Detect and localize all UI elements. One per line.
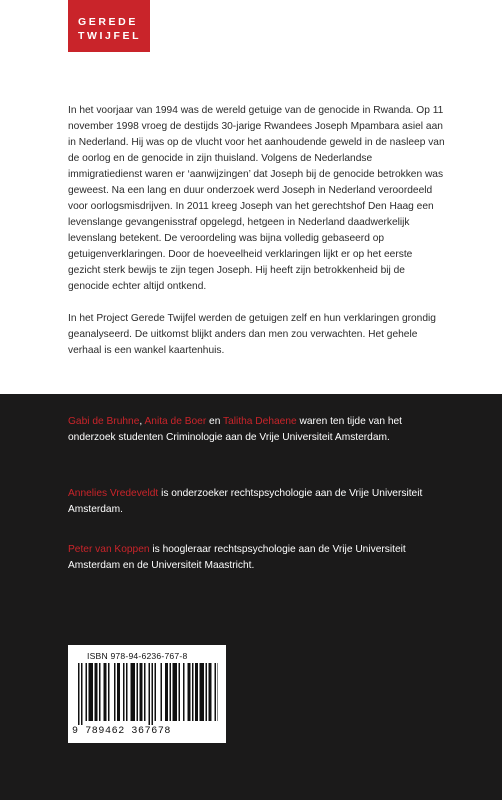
author-bio-students: [68, 414, 448, 446]
author-name: Anita de Boer: [144, 416, 207, 427]
barcode-image: [76, 663, 218, 725]
author-name: Annelies Vredeveldt: [68, 488, 159, 499]
cover-top-section: [0, 0, 502, 394]
series-logo: [68, 0, 150, 52]
author-name: Talitha Dehaene: [223, 416, 297, 427]
author-bio-vredeveldt: [68, 486, 448, 518]
name-separator: en: [206, 416, 224, 427]
author-name: Gabi de Bruhne: [68, 416, 140, 427]
barcode-panel: [68, 645, 226, 743]
author-bio-van-koppen: [68, 542, 448, 574]
author-bio-text: is onderzoeker rechtspsychologie aan de Vrije Universiteit Amsterdam.: [68, 488, 423, 515]
logo-line-1: GEREDE: [78, 16, 138, 28]
author-bio-text: is hoogleraar rechtspsychologie aan de Vrije Universiteit Amsterdam en de Universiteit Maastricht.: [68, 544, 406, 571]
summary-paragraph-1: In het voorjaar van 1994 was de wereld getuige van de genocide in Rwanda. Op 11 november 1998 vroeg de destijds 30-jarige Rwandees Joseph Mpambara asiel aan in Nederland. Hij was op de vlucht voor het aanhoudende geweld in de nasleep van de oorlog en de genocide in zijn thuisland. Volgens de Nederlandse immigratiedienst waren er ‘aanwijzingen’ dat Joseph bij de genocide betrokken was geweest. Na een lang en duur onderzoek werd Joseph in Nederland veroordeeld voor oorlogsmisdrijven. In 2011 kreeg Joseph van het gerechtshof Den Haag een levenslange gevangenisstraf opgelegd, hetgeen in Nederland daadwerkelijk levenslang betekent. De veroordeling was bijna volledig gebaseerd op getuigenverklaringen. Door de hoeveelheid verklaringen lijkt er op het eerste gezicht sterk bewijs te zijn tegen Joseph. Hij heeft zijn betrokkenheid bij de genocide echter altijd ontkend.: [68, 105, 445, 292]
summary-paragraph-2: In het Project Gerede Twijfel werden de getuigen zelf en hun verklaringen grondig geanalyseerd. De uitkomst blijkt anders dan men zou verwachten. Het gehele verhaal is een wankel kaartenhuis.: [68, 313, 436, 356]
name-separator: ,: [139, 416, 145, 427]
author-name: Peter van Koppen: [68, 544, 150, 555]
ean-digits: 9 789462 367678: [72, 726, 172, 737]
logo-line-2: TWIJFEL: [78, 30, 142, 42]
author-bio-text: waren ten tijde van het onderzoek studenten Criminologie aan de Vrije Universiteit Amsterdam.: [68, 416, 403, 443]
isbn-label: ISBN 978-94-6236-767-8: [87, 651, 188, 661]
